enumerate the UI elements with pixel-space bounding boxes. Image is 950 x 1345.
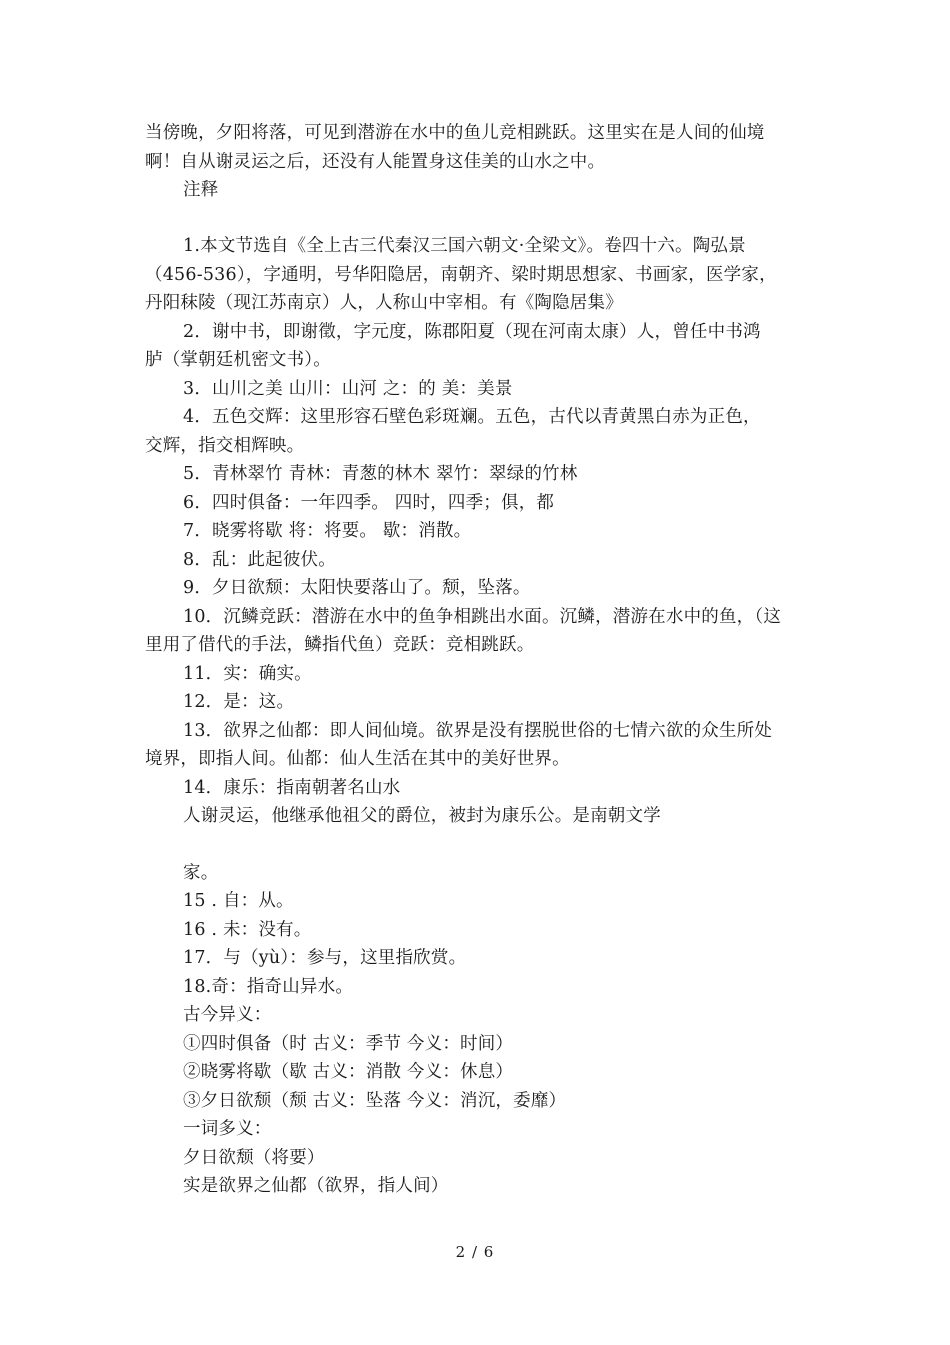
note-item: 9．夕日欲颓：太阳快要落山了。颓，坠落。 — [183, 578, 531, 598]
note-item: 1.本文节选自《全上古三代秦汉三国六朝文·全梁文》。卷四十六。陶弘景 — [183, 236, 746, 256]
note-item: 10．沉鳞竞跃：潜游在水中的鱼争相跳出水面。沉鳞，潜游在水中的鱼，（这 — [183, 607, 782, 627]
note-item: 2．谢中书，即谢徵，字元度，陈郡阳夏（现在河南太康）人，曾任中书鸿 — [183, 322, 761, 342]
list-item: 实是欲界之仙都（欲界，指人间） — [183, 1176, 449, 1196]
text-line: （456-536），字通明，号华阳隐居，南朝齐、梁时期思想家、书画家，医学家， — [145, 265, 777, 285]
note-item: 14．康乐：指南朝著名山水 — [183, 778, 401, 798]
text-line: 境界，即指人间。仙都：仙人生活在其中的美好世界。 — [145, 749, 570, 769]
note-item: 8．乱：此起彼伏。 — [183, 550, 336, 570]
section-heading-notes: 注释 — [183, 180, 219, 200]
text-line: 丹阳秣陵（现江苏南京）人，人称山中宰相。有《陶隐居集》 — [145, 293, 623, 313]
text-line: 啊！自从谢灵运之后，还没有人能置身这佳美的山水之中。 — [145, 152, 606, 172]
list-item: 夕日欲颓（将要） — [183, 1148, 325, 1168]
note-item: 11．实：确实。 — [183, 664, 312, 684]
text-line: 里用了借代的手法，鳞指代鱼）竞跃：竞相跳跃。 — [145, 635, 535, 655]
note-item: 4．五色交辉：这里形容石壁色彩斑斓。五色，古代以青黄黑白赤为正色， — [183, 407, 761, 427]
note-item: 5．青林翠竹 青林：青葱的林木 翠竹：翠绿的竹林 — [183, 464, 578, 484]
note-item: 12．是：这。 — [183, 692, 295, 712]
note-item: 7．晓雾将歇 将：将要。 歇：消散。 — [183, 521, 472, 541]
note-item: 3．山川之美 山川：山河 之：的 美：美景 — [183, 379, 513, 399]
list-item: ②晓雾将歇（歇 古义：消散 今义：休息） — [183, 1062, 514, 1082]
section-heading-ancient-modern-meanings: 古今异义： — [183, 1005, 272, 1025]
note-item: 15 . 自：从。 — [183, 891, 294, 911]
note-item: 17．与（yù）：参与，这里指欣赏。 — [183, 948, 467, 968]
page-number: 2 / 6 — [455, 1243, 495, 1261]
note-item: 16 . 未：没有。 — [183, 920, 312, 940]
list-item: ①四时俱备（时 古义：季节 今义：时间） — [183, 1034, 514, 1054]
text-line: 胪（掌朝廷机密文书）。 — [145, 350, 331, 370]
list-item: ③夕日欲颓（颓 古义：坠落 今义：消沉，委靡） — [183, 1091, 567, 1111]
text-line: 家。 — [183, 863, 219, 883]
text-line: 当傍晚，夕阳将落，可见到潜游在水中的鱼儿竞相跳跃。这里实在是人间的仙境 — [145, 123, 765, 143]
note-item: 6．四时俱备：一年四季。 四时，四季；俱，都 — [183, 493, 555, 513]
note-item: 18.奇：指奇山异水。 — [183, 977, 354, 997]
note-item: 13．欲界之仙都：即人间仙境。欲界是没有摆脱世俗的七情六欲的众生所处 — [183, 721, 773, 741]
text-line: 交辉，指交相辉映。 — [145, 436, 305, 456]
section-heading-polysemy: 一词多义： — [183, 1119, 272, 1139]
text-line: 人谢灵运，他继承他祖父的爵位，被封为康乐公。是南朝文学 — [183, 806, 661, 826]
